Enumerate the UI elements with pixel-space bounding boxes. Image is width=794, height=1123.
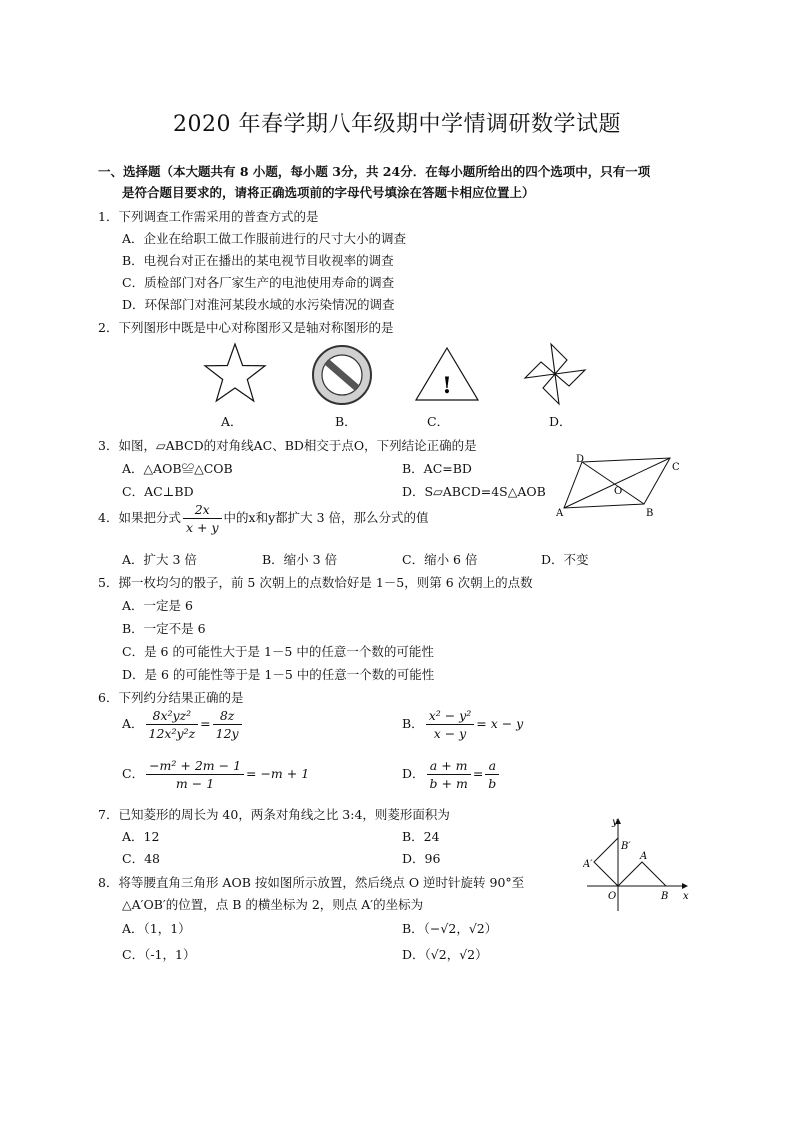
q8-option-a: A．（1，1） [122,921,191,936]
svg-text:C: C [672,462,680,473]
q4-option-a: A．扩大 3 倍 [122,552,197,567]
q3-option-c: C．AC⊥BD [122,484,194,499]
q8-stem-line1: 8．将等腰直角三角形 AOB 按如图所示放置，然后绕点 O 逆时针旋转 90°至 [98,875,525,890]
q1-option-a: A．企业在给职工做工作服前进行的尺寸大小的调查 [122,231,407,246]
q6-stem: 6．下列约分结果正确的是 [98,690,244,705]
svg-text:B′: B′ [621,841,631,852]
section-heading-line1: 一、选择题（本大题共有 8 小题，每小题 3分，共 24分．在每小题所给出的四个选项中，只有一项 [98,164,651,179]
svg-text:y: y [612,817,618,828]
q3-option-a: A．△AOB≌△COB [122,461,233,476]
page-title: 2020 年春学期八年级期中学情调研数学试题 [173,112,621,137]
q8-option-d: D．（√2，√2） [402,947,488,962]
q5-option-b: B．一定不是 6 [122,621,206,636]
q4-option-c: C．缩小 6 倍 [402,552,478,567]
q4-fraction: $\frac{2x}{x + y}$ [183,502,222,535]
q3-stem: 3．如图，▱ABCD的对角线AC、BD相交于点O，下列结论正确的是 [98,438,477,453]
q2-label-c: C． [427,414,450,429]
q1-option-c: C．质检部门对各厂家生产的电池使用寿命的调查 [122,275,395,290]
q8-coordinate-figure [583,815,693,915]
svg-text:D: D [576,454,585,465]
q7-option-b: B．24 [402,829,440,844]
svg-text:A: A [556,508,564,518]
q4-option-b: B．缩小 3 倍 [262,552,338,567]
q3-option-b: B．AC=BD [402,461,472,476]
q3-option-d: D．S▱ABCD=4S△AOB [402,484,546,499]
q1-stem: 1．下列调查工作需采用的普查方式的是 [98,209,319,224]
q2-figures [195,338,595,408]
svg-text:B: B [661,891,669,902]
q5-option-a: A．一定是 6 [122,598,193,613]
q2-label-b: B． [335,414,357,429]
q5-option-d: D．是 6 的可能性等于是 1－5 中的任意一个数的可能性 [122,667,435,682]
svg-text:O: O [608,891,617,902]
q7-option-d: D．96 [402,851,441,866]
warning-triangle-icon [416,348,478,400]
q8-stem-line2: △A′OB′的位置，点 B 的横坐标为 2，则点 A′的坐标为 [122,897,424,912]
svg-text:!: ! [442,373,452,399]
q4-stem: 4．如果把分式 $\frac{2x}{x + y}$ 中的x和y都扩大 3 倍，那么分式的值 [98,502,429,535]
q1-option-b: B．电视台对正在播出的某电视节目收视率的调查 [122,253,394,268]
q7-option-c: C．48 [122,851,160,866]
q7-option-a: A．12 [122,829,160,844]
svg-text:O: O [614,486,623,497]
q7-stem: 7．已知菱形的周长为 40，两条对角线之比 3:4，则菱形面积为 [98,807,450,822]
q6-option-a: A． $\frac{\text{8x²yz²}}{\text{12x²y²z}}$ = $\frac{8z}{12y}$ [122,708,244,741]
star-icon [205,344,265,401]
q2-stem: 2．下列图形中既是中心对称图形又是轴对称图形的是 [98,320,394,335]
svg-text:A′: A′ [583,859,593,870]
svg-text:x: x [683,891,689,902]
q8-option-c: C．（-1，1） [122,947,196,962]
q2-label-a: A． [221,414,243,429]
section-heading-line2: 是符合题目要求的，请将正确选项前的字母代号填涂在答题卡相应位置上） [122,185,535,200]
svg-text:A: A [640,851,648,862]
pinwheel-icon [525,344,585,404]
q5-stem: 5．掷一枚均匀的骰子，前 5 次朝上的点数恰好是 1－5，则第 6 次朝上的点数 [98,575,533,590]
q5-option-c: C．是 6 的可能性大于是 1－5 中的任意一个数的可能性 [122,644,434,659]
svg-text:B: B [646,508,654,518]
q1-option-d: D．环保部门对淮河某段水域的水污染情况的调查 [122,297,395,312]
prohibition-sign-icon [313,346,371,404]
q6-option-c: C． $\frac{\text{−m² + 2m − 1}}{m - 1}$ = −m + 1 [122,758,310,791]
q6-option-d: D． $\frac{a + m}{b + m}$ = $\frac{a}{b}$ [402,758,501,791]
q8-option-b: B．（−√2，√2） [402,921,498,936]
q2-label-d: D． [549,414,572,429]
q6-option-b: B． $\frac{\text{x² − y²}}{x - y}$ = x − y [402,708,524,741]
q4-option-d: D．不变 [541,552,589,567]
q3-parallelogram-figure [556,452,686,518]
